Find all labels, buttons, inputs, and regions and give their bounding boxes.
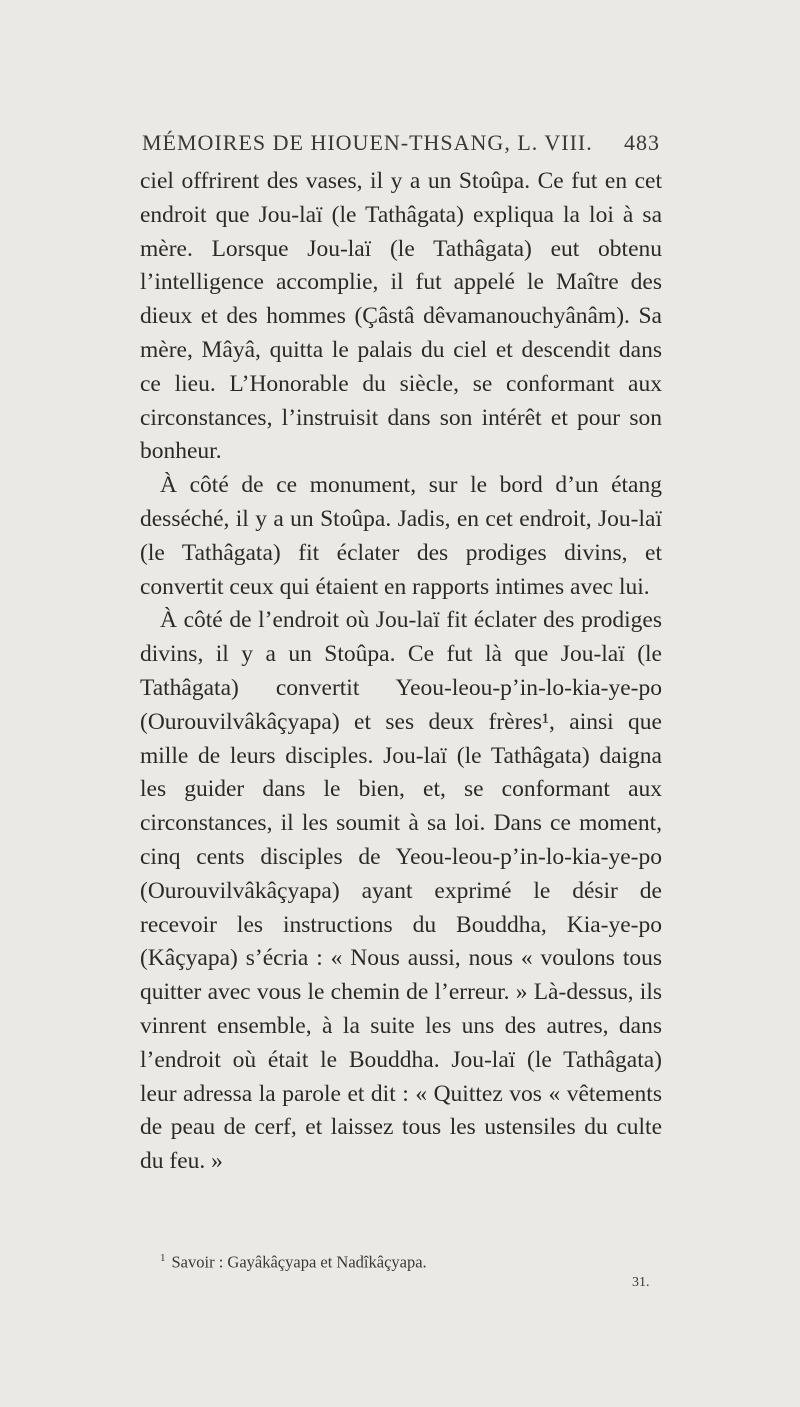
running-header [142,130,660,156]
footnote-marker: 1 [160,1252,166,1264]
body-text [140,165,662,1179]
header-page-number: 483 [624,130,660,155]
footnote [140,1247,660,1274]
paragraph: À côté de l’endroit où Jou-laï fit éclater des prodiges divins, il y a un Stoûpa. Ce fut là que Jou-laï (le Tathâgata) convertit Yeou-leou-p’in-lo-kia-ye-po (Ourouvilvâkâçyapa) et ses deux frères¹, ainsi que mille de leurs disciples. Jou-laï (le Tathâgata) daigna les guider dans le bien, et, se conformant aux circonstances, il les soumit à sa loi. Dans ce moment, cinq cents disciples de Yeou-leou-p’in-lo-kia-ye-po (Ourouvilvâkâçyapa) ayant exprimé le désir de recevoir les instructions du Bouddha, Kia-ye-po (Kâçyapa) s’écria : « Nous aussi, nous « voulons tous quitter avec vous le chemin de l’erreur. » Là-dessus, ils vinrent ensemble, à la suite les uns des autres, dans l’endroit où était le Bouddha. Jou-laï (le Tathâgata) leur adressa la parole et dit : « Quittez vos « vêtements de peau de cerf, et laissez tous les ustensiles du culte du feu. » [140,607,662,1175]
footnote-text: Savoir : Gayâkâçyapa et Nadîkâçyapa. [171,1252,427,1272]
header-title: MÉMOIRES DE HIOUEN-THSANG, L. VIII. [142,130,593,155]
paragraph: À côté de ce monument, sur le bord d’un étang desséché, il y a un Stoûpa. Jadis, en cet endroit, Jou-laï (le Tathâgata) fit éclater des prodiges divins, et convertit ceux qui étaient en rapports intimes avec lui. [140,472,662,600]
signature-mark: 31. [632,1275,650,1290]
paragraph: ciel offrirent des vases, il y a un Stoûpa. Ce fut en cet endroit que Jou-laï (le Tathâgata) expliqua la loi à sa mère. Lorsque Jou-laï (le Tathâgata) eut obtenu l’intelligence accomplie, il fut appelé le Maître des dieux et des hommes (Çâstâ dêvamanouchyânâm). Sa mère, Mâyâ, quitta le palais du ciel et descendit dans ce lieu. L’Honorable du siècle, se conformant aux circonstances, l’instruisit dans son intérêt et pour son bonheur. [140,168,662,465]
